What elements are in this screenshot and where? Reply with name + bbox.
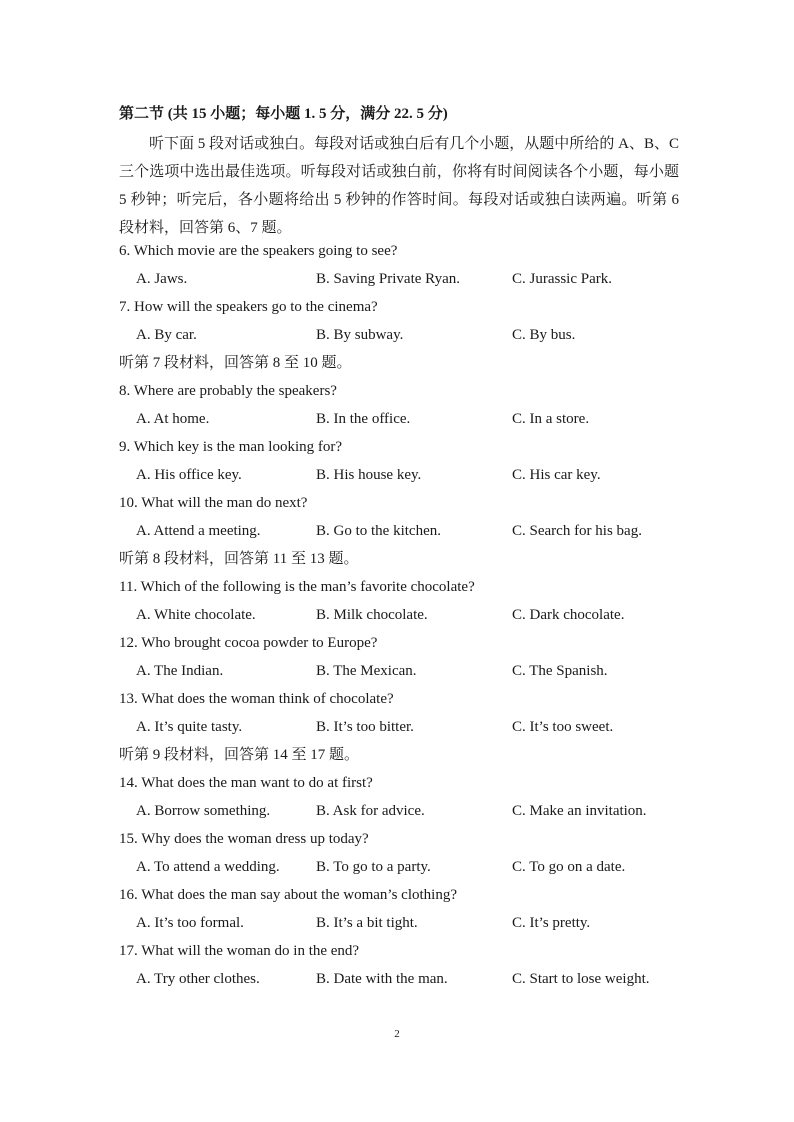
page-number: 2 <box>394 1028 400 1040</box>
options-row <box>119 797 699 825</box>
group-note: 听第 9 段材料，回答第 14 至 17 题。 <box>119 747 360 763</box>
option-b: B. The Mexican. <box>316 663 417 679</box>
section-instructions: 听下面 5 段对话或独白。每段对话或独白后有几个小题，从题中所给的 A、B、C 三个选项中选出最佳选项。听每段对话或独白前，你将有时间阅读各个小题，每小题 5 秒钟；听完后，各小题将给出 5 秒钟的作答时间。每段对话或独白读两遍。听第 6 段材料，回答第 6、7 题。 <box>119 136 679 236</box>
option-c: C. Search for his bag. <box>512 523 642 539</box>
question-text: 17. What will the woman do in the end? <box>119 943 360 959</box>
option-a: A. At home. <box>136 411 210 427</box>
options-row <box>119 713 699 741</box>
option-c: C. His car key. <box>512 467 601 483</box>
question-row <box>119 881 699 909</box>
option-b: B. In the office. <box>316 411 411 427</box>
options-row <box>119 853 699 881</box>
question-list <box>119 237 699 993</box>
group-note-row <box>119 545 699 573</box>
option-b: B. Saving Private Ryan. <box>316 271 460 287</box>
option-c: C. Jurassic Park. <box>512 271 612 287</box>
question-row <box>119 433 699 461</box>
question-text: 15. Why does the woman dress up today? <box>119 831 369 847</box>
option-a: A. White chocolate. <box>136 607 256 623</box>
question-text: 14. What does the man want to do at first? <box>119 775 373 791</box>
option-c: C. In a store. <box>512 411 590 427</box>
options-row <box>119 601 699 629</box>
question-text: 16. What does the man say about the woman’s clothing? <box>119 887 457 903</box>
option-c: C. It’s pretty. <box>512 915 591 931</box>
options-row <box>119 965 699 993</box>
option-b: B. Date with the man. <box>316 971 448 987</box>
option-b: B. Milk chocolate. <box>316 607 428 623</box>
question-row <box>119 825 699 853</box>
option-a: A. Try other clothes. <box>136 971 260 987</box>
group-note: 听第 7 段材料，回答第 8 至 10 题。 <box>119 355 352 371</box>
option-c: C. Make an invitation. <box>512 803 647 819</box>
question-text: 13. What does the woman think of chocolate? <box>119 691 394 707</box>
option-c: C. The Spanish. <box>512 663 608 679</box>
option-c: C. Start to lose weight. <box>512 971 650 987</box>
options-row <box>119 321 699 349</box>
group-note-row <box>119 349 699 377</box>
option-b: B. It’s too bitter. <box>316 719 414 735</box>
options-row <box>119 657 699 685</box>
option-b: B. Go to the kitchen. <box>316 523 441 539</box>
option-c: C. By bus. <box>512 327 576 343</box>
option-a: A. It’s quite tasty. <box>136 719 243 735</box>
option-a: A. By car. <box>136 327 197 343</box>
question-text: 9. Which key is the man looking for? <box>119 439 343 455</box>
question-row <box>119 237 699 265</box>
options-row <box>119 265 699 293</box>
option-b: B. Ask for advice. <box>316 803 425 819</box>
options-row <box>119 517 699 545</box>
option-a: A. Borrow something. <box>136 803 271 819</box>
option-a: A. The Indian. <box>136 663 224 679</box>
question-text: 8. Where are probably the speakers? <box>119 383 337 399</box>
question-row <box>119 685 699 713</box>
question-text: 12. Who brought cocoa powder to Europe? <box>119 635 378 651</box>
question-row <box>119 937 699 965</box>
option-a: A. His office key. <box>136 467 242 483</box>
option-a: A. It’s too formal. <box>136 915 244 931</box>
options-row <box>119 461 699 489</box>
question-text: 11. Which of the following is the man’s favorite chocolate? <box>119 579 475 595</box>
question-row <box>119 377 699 405</box>
section-title: 第二节 (共 15 小题；每小题 1. 5 分，满分 22. 5 分) <box>119 106 448 122</box>
option-b: B. To go to a party. <box>316 859 431 875</box>
option-b: B. It’s a bit tight. <box>316 915 418 931</box>
question-row <box>119 573 699 601</box>
options-row <box>119 405 699 433</box>
option-b: B. By subway. <box>316 327 404 343</box>
option-b: B. His house key. <box>316 467 422 483</box>
question-text: 6. Which movie are the speakers going to see? <box>119 243 398 259</box>
option-a: A. To attend a wedding. <box>136 859 280 875</box>
option-c: C. It’s too sweet. <box>512 719 614 735</box>
option-c: C. Dark chocolate. <box>512 607 625 623</box>
question-row <box>119 769 699 797</box>
question-row <box>119 629 699 657</box>
group-note-row <box>119 741 699 769</box>
question-row <box>119 489 699 517</box>
question-text: 7. How will the speakers go to the cinema? <box>119 299 378 315</box>
question-row <box>119 293 699 321</box>
group-note: 听第 8 段材料，回答第 11 至 13 题。 <box>119 551 359 567</box>
option-a: A. Jaws. <box>136 271 188 287</box>
question-text: 10. What will the man do next? <box>119 495 308 511</box>
options-row <box>119 909 699 937</box>
option-a: A. Attend a meeting. <box>136 523 261 539</box>
option-c: C. To go on a date. <box>512 859 626 875</box>
